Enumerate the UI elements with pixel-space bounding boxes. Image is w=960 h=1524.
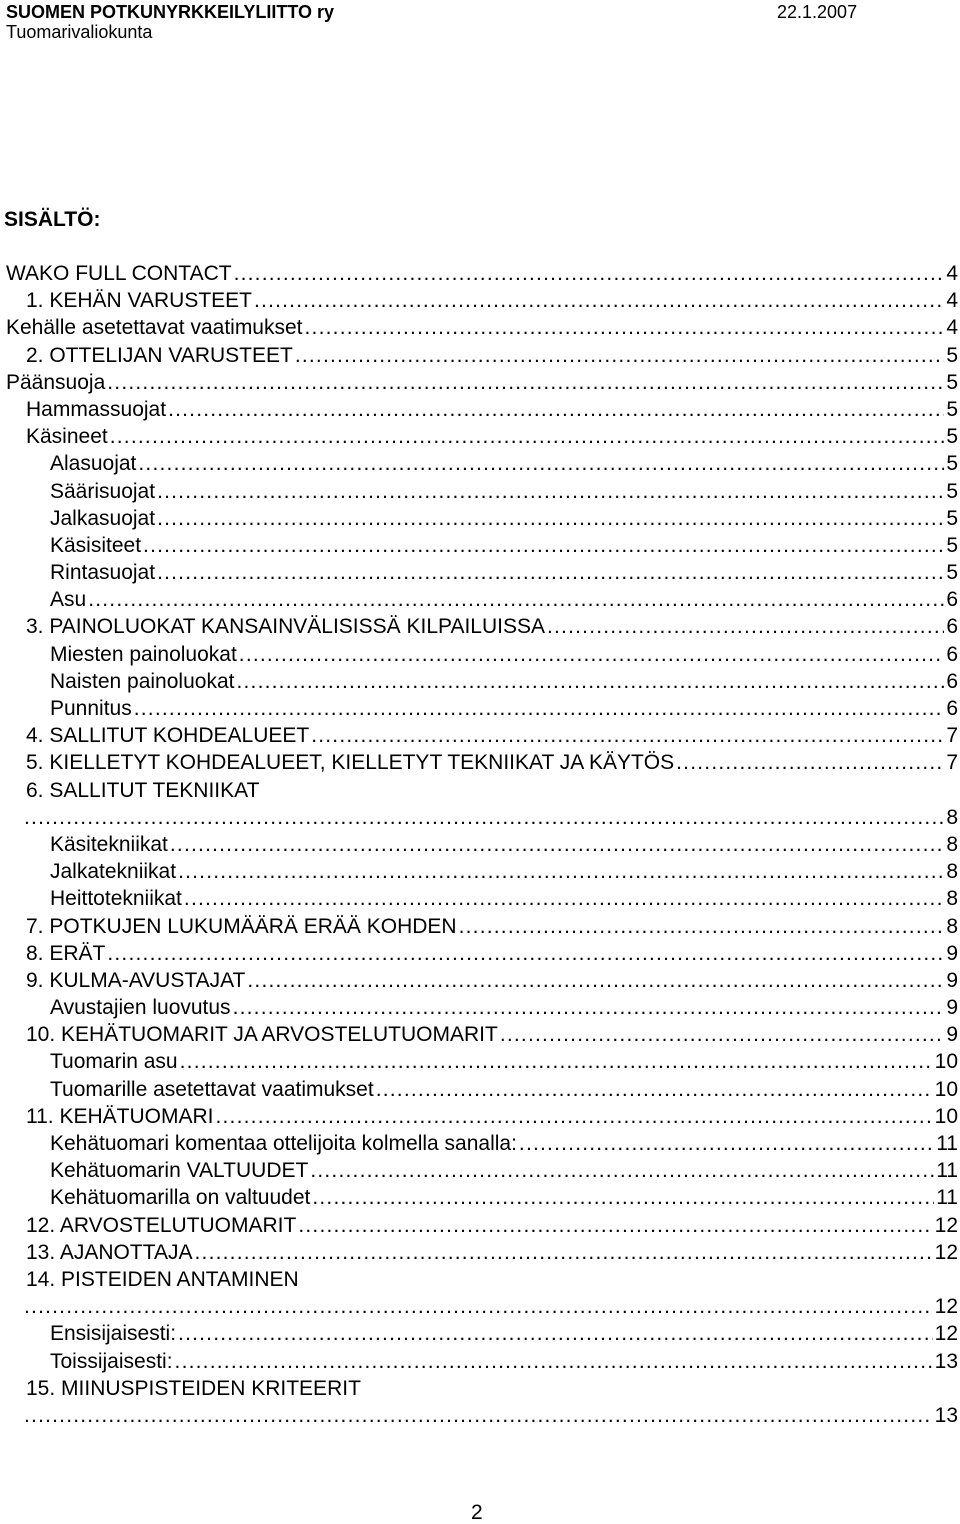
toc-entry[interactable] [26, 1021, 960, 1048]
toc-entry-title: Tuomarin asu [50, 1050, 178, 1074]
toc-entry-page: 5 [946, 479, 958, 503]
toc-entry-title: Alasuojat [50, 452, 137, 476]
toc-entry[interactable] [6, 260, 960, 287]
table-of-contents [0, 260, 960, 1429]
toc-entry[interactable] [50, 450, 960, 477]
toc-leader [157, 559, 944, 586]
toc-entry[interactable] [26, 940, 960, 967]
toc-entry-page: 5 [946, 561, 958, 585]
toc-entry-page: 4 [946, 316, 958, 340]
toc-leader [180, 1048, 933, 1075]
toc-entry-page: 5 [946, 425, 958, 449]
toc-entry[interactable] [50, 1348, 960, 1375]
toc-leader [519, 1130, 934, 1157]
toc-entry[interactable] [50, 668, 960, 695]
toc-entry-title: Naisten painoluokat [50, 669, 235, 693]
toc-leader [547, 613, 944, 640]
toc-entry-title: Miesten painoluokat [50, 642, 237, 666]
toc-entry-title: WAKO FULL CONTACT [6, 262, 232, 285]
toc-leader [236, 668, 944, 695]
toc-entry[interactable] [50, 532, 960, 559]
toc-entry-page: 8 [946, 805, 958, 829]
toc-entry[interactable] [50, 1157, 960, 1184]
toc-entry[interactable] [50, 559, 960, 586]
toc-entry-page: 5 [946, 397, 958, 421]
toc-entry-title: 9. KULMA-AVUSTAJAT [26, 968, 246, 992]
toc-entry-page: 9 [946, 996, 958, 1020]
toc-entry-title: Käsisiteet [50, 533, 142, 557]
toc-entry[interactable] [50, 1184, 960, 1211]
toc-entry[interactable] [50, 1048, 960, 1075]
toc-entry-title: 3. PAINOLUOKAT KANSAINVÄLISISSÄ KILPAILUISSA [26, 615, 545, 639]
toc-entry-title: 10. KEHÄTUOMARIT JA ARVOSTELUTUOMARIT [26, 1023, 498, 1047]
toc-leader [310, 1157, 934, 1184]
toc-entry-title: 7. POTKUJEN LUKUMÄÄRÄ ERÄÄ KOHDEN [26, 914, 457, 938]
header-subtitle: Tuomarivaliokunta [6, 22, 153, 42]
toc-entry-page: 13 [934, 1403, 958, 1427]
toc-leader [107, 369, 944, 396]
toc-leader [157, 505, 944, 532]
toc-entry-title: 13. AJANOTTAJA [26, 1240, 193, 1264]
toc-entry-page: 6 [946, 669, 958, 693]
toc-entry[interactable] [50, 695, 960, 722]
toc-entry-page: 11 [936, 1132, 958, 1156]
toc-entry[interactable] [6, 369, 960, 396]
toc-leader [26, 804, 944, 831]
toc-leader [175, 1348, 933, 1375]
toc-entry-page: 5 [946, 370, 958, 394]
toc-entry-page: 11 [936, 1186, 958, 1210]
toc-leader [110, 423, 945, 450]
toc-leader [26, 1293, 933, 1320]
toc-entry-page: 8 [946, 914, 958, 938]
toc-entry[interactable] [26, 1266, 960, 1320]
toc-entry[interactable] [50, 831, 960, 858]
toc-entry[interactable] [26, 1212, 960, 1239]
toc-entry-title: Säärisuojat [50, 479, 156, 503]
toc-leader [134, 695, 945, 722]
toc-leader [107, 940, 944, 967]
toc-leader [254, 287, 944, 314]
toc-entry-page: 9 [946, 968, 958, 992]
toc-entry-page: 13 [934, 1349, 958, 1373]
toc-entry-title: 2. OTTELIJAN VARUSTEET [26, 343, 293, 367]
toc-leader [215, 1103, 932, 1130]
page-number: 2 [471, 1501, 483, 1524]
toc-entry[interactable] [50, 641, 960, 668]
toc-leader [295, 342, 944, 369]
toc-entry-page: 8 [946, 887, 958, 911]
toc-leader [170, 831, 944, 858]
toc-leader [178, 1320, 933, 1347]
toc-entry[interactable] [50, 505, 960, 532]
toc-leader [500, 1021, 944, 1048]
toc-entry-page: 12 [934, 1295, 958, 1319]
toc-entry-title: Hammassuojat [26, 397, 167, 421]
toc-entry[interactable] [50, 858, 960, 885]
toc-entry-title: Asu [50, 588, 87, 612]
toc-entry-page: 5 [946, 506, 958, 530]
toc-entry[interactable] [26, 749, 960, 776]
toc-entry-page: 10 [934, 1104, 958, 1128]
toc-entry[interactable] [26, 1375, 960, 1429]
toc-entry-title: Kehätuomarilla on valtuudet [50, 1186, 311, 1210]
toc-entry-page: 8 [946, 832, 958, 856]
toc-entry[interactable] [50, 885, 960, 912]
toc-title: SISÄLTÖ: [4, 208, 101, 231]
toc-entry-title: 12. ARVOSTELUTUOMARIT [26, 1213, 297, 1237]
toc-entry-title: Jalkatekniikat [50, 860, 177, 884]
toc-entry-title: Tuomarille asetettavat vaatimukset [50, 1077, 374, 1101]
toc-leader [233, 994, 945, 1021]
toc-entry[interactable] [50, 994, 960, 1021]
toc-leader [26, 1402, 933, 1429]
toc-leader [676, 749, 944, 776]
toc-leader [239, 641, 945, 668]
toc-leader [157, 478, 944, 505]
toc-leader [168, 396, 944, 423]
toc-entry[interactable] [50, 1130, 960, 1157]
toc-leader [247, 967, 944, 994]
toc-entry-page: 7 [946, 751, 958, 775]
toc-entry-title: Toissijaisesti: [50, 1349, 173, 1373]
toc-entry-title: 14. PISTEIDEN ANTAMINEN [26, 1267, 299, 1291]
toc-entry-page: 6 [946, 642, 958, 666]
toc-entry-title: 15. MIINUSPISTEIDEN KRITEERIT [26, 1376, 361, 1400]
header-date: 22.1.2007 [777, 2, 858, 22]
toc-entry-title: 1. KEHÄN VARUSTEET [26, 289, 252, 313]
toc-entry-title: 8. ERÄT [26, 941, 106, 965]
toc-entry-page: 9 [946, 941, 958, 965]
toc-entry-page: 5 [946, 533, 958, 557]
toc-leader [459, 913, 945, 940]
toc-entry-title: 4. SALLITUT KOHDEALUEET [26, 724, 310, 748]
toc-entry-title: Ensisijaisesti: [50, 1322, 177, 1346]
toc-entry[interactable] [26, 342, 960, 369]
toc-entry[interactable] [26, 913, 960, 940]
toc-entry-page: 7 [946, 724, 958, 748]
toc-entry-page: 4 [946, 262, 958, 285]
toc-entry-page: 10 [934, 1050, 958, 1074]
toc-entry-title: Rintasuojat [50, 561, 156, 585]
toc-leader [184, 885, 944, 912]
toc-entry-title: 5. KIELLETYT KOHDEALUEET, KIELLETYT TEKNIIKAT JA KÄYTÖS [26, 751, 675, 775]
toc-entry-page: 9 [946, 1023, 958, 1047]
toc-entry-page: 10 [934, 1077, 958, 1101]
toc-entry-title: Avustajien luovutus [50, 996, 231, 1020]
toc-entry-title: Käsitekniikat [50, 832, 168, 856]
toc-entry-title: Jalkasuojat [50, 506, 156, 530]
toc-entry-page: 6 [946, 615, 958, 639]
toc-entry[interactable] [26, 722, 960, 749]
toc-leader [234, 260, 945, 287]
toc-entry-title: 11. KEHÄTUOMARI [26, 1104, 214, 1128]
toc-entry[interactable] [26, 967, 960, 994]
header-organization: SUOMEN POTKUNYRKKEILYLIITTO ry [6, 2, 335, 22]
toc-entry-title: Käsineet [26, 425, 108, 449]
toc-entry-page: 12 [934, 1213, 958, 1237]
toc-entry-page: 6 [946, 588, 958, 612]
toc-entry-page: 6 [946, 697, 958, 720]
toc-entry-page: 12 [934, 1240, 958, 1264]
toc-leader [195, 1239, 933, 1266]
toc-entry-title: Kehälle asetettavat vaatimukset [6, 316, 303, 340]
toc-leader [298, 1212, 932, 1239]
toc-entry[interactable] [26, 287, 960, 314]
toc-entry[interactable] [26, 777, 960, 831]
toc-entry[interactable] [26, 613, 960, 640]
toc-entry-title: Päänsuoja [6, 370, 106, 394]
toc-entry[interactable] [26, 1103, 960, 1130]
toc-entry-title: Punnitus [50, 697, 132, 720]
toc-entry-page: 8 [946, 860, 958, 884]
toc-entry-page: 11 [936, 1159, 958, 1183]
toc-leader [376, 1076, 933, 1103]
toc-leader [312, 1184, 934, 1211]
toc-entry-page: 5 [946, 343, 958, 367]
toc-entry-page: 5 [946, 452, 958, 476]
toc-entry-title: Heittotekniikat [50, 887, 182, 911]
toc-entry-title: 6. SALLITUT TEKNIIKAT [26, 778, 260, 802]
toc-entry[interactable] [50, 586, 960, 613]
toc-leader [143, 532, 944, 559]
toc-leader [311, 722, 944, 749]
toc-entry[interactable] [50, 1320, 960, 1347]
toc-entry-title: Kehätuomarin VALTUUDET [50, 1159, 309, 1183]
toc-leader [178, 858, 944, 885]
toc-leader [305, 314, 945, 341]
toc-entry-page: 4 [946, 289, 958, 313]
toc-entry[interactable] [26, 1239, 960, 1266]
toc-entry[interactable] [26, 396, 960, 423]
toc-leader [138, 450, 944, 477]
toc-entry[interactable] [50, 1076, 960, 1103]
toc-entry-title: Kehätuomari komentaa ottelijoita kolmella sanalla: [50, 1132, 517, 1156]
toc-entry[interactable] [26, 423, 960, 450]
toc-entry[interactable] [6, 314, 960, 341]
toc-entry-page: 12 [934, 1322, 958, 1346]
toc-leader [88, 586, 944, 613]
toc-entry[interactable] [50, 478, 960, 505]
